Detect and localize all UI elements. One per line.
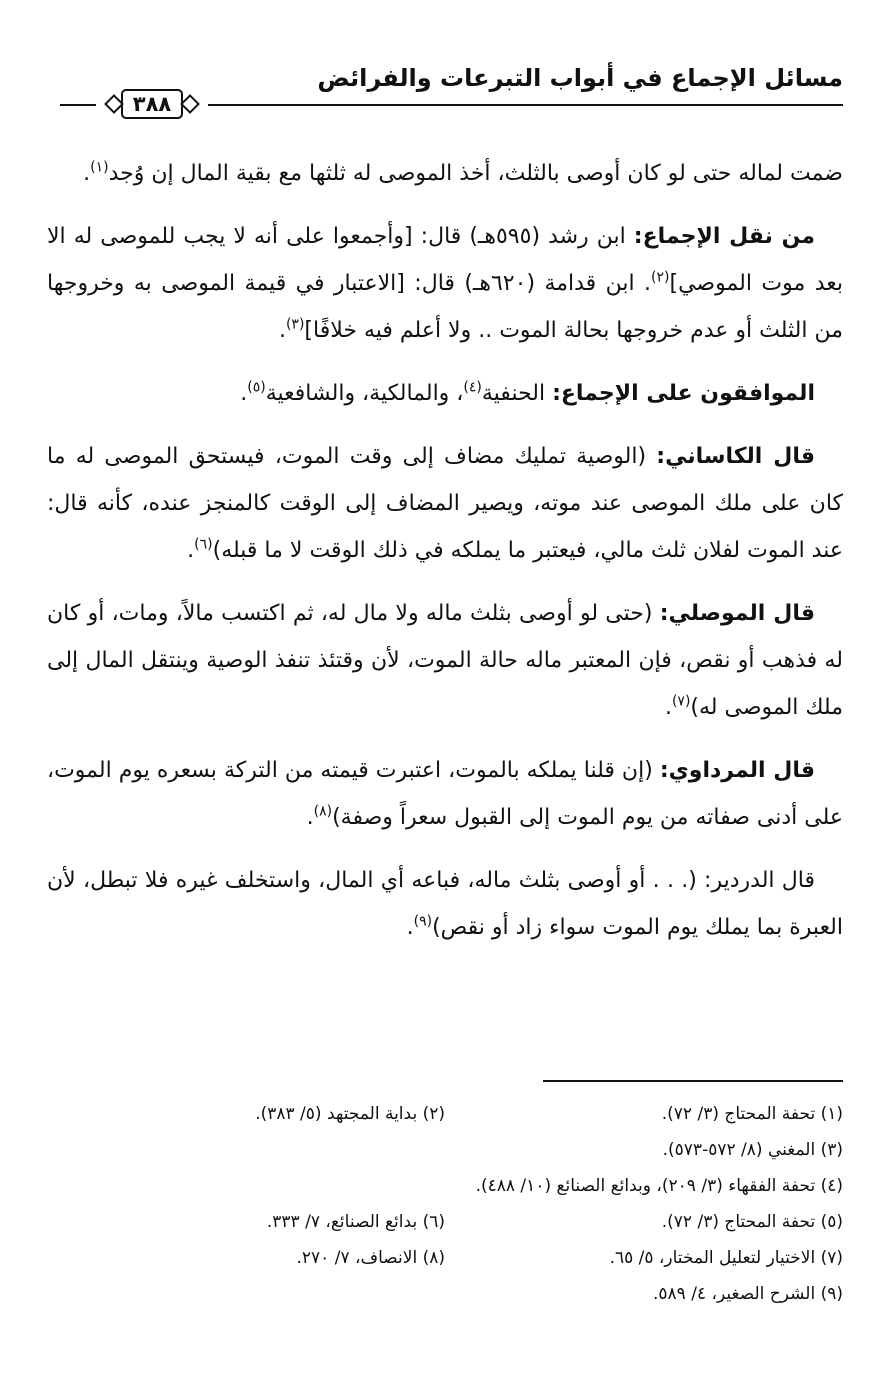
paragraph-lead: قال المرداوي:: [659, 758, 815, 783]
footnote: (٩) الشرح الصغير، ٤/ ٥٨٩.: [653, 1284, 843, 1304]
paragraph-lead: الموافقون على الإجماع:: [552, 381, 815, 406]
footnote: (٧) الاختيار لتعليل المختار، ٥/ ٦٥.: [609, 1248, 843, 1268]
paragraph: [47, 213, 843, 354]
paragraph-tail: .: [240, 381, 248, 406]
paragraph: [47, 433, 843, 574]
footnote-row: [47, 1168, 843, 1204]
paragraph-tail: .: [306, 805, 314, 830]
paragraph: [47, 150, 843, 197]
page-number-frame: [121, 89, 183, 119]
paragraph-text: (حتى لو أوصى بثلث ماله ولا مال له، ثم اكتسب مالاً، ومات، أو كان له فذهب أو نقص، فإن المعتبر ماله حالة الموت، لأن وقتئذ تنفذ الوصية وينتقل المال إلى ملك الموصى له): [47, 601, 843, 720]
page-number-ornament: [96, 88, 208, 120]
paragraph-text: ، والمالكية، والشافعية: [265, 381, 464, 406]
paragraph-text: ابن رشد (٥٩٥هـ) قال: [وأجمعوا على أنه لا يجب للموصى له الا بعد موت الموصي]: [47, 224, 843, 296]
paragraph-lead: من نقل الإجماع:: [633, 224, 815, 249]
paragraph-text: (إن قلنا يملكه بالموت، اعتبرت قيمته من التركة بسعره يوم الموت، على أدنى صفاته من يوم الموت إلى القبول سعراً وصفة): [47, 758, 843, 830]
footnote-row: [47, 1204, 843, 1240]
footnote-row: [47, 1096, 843, 1132]
footnote: (١) تحفة المحتاج (٣/ ٧٢).: [661, 1104, 843, 1124]
paragraph-lead: قال الموصلي:: [659, 601, 815, 626]
paragraph: [47, 370, 843, 417]
paragraph-text: ضمت لماله حتى لو كان أوصى بالثلث، أخذ الموصى له ثلثها مع بقية المال إن وُجد: [108, 161, 843, 186]
footnote: (٨) الانصاف، ٧/ ٢٧٠.: [296, 1248, 445, 1268]
footnote-row: [47, 1276, 843, 1312]
footnote-rule: [543, 1080, 843, 1082]
footnote-ref: (٥): [247, 379, 266, 396]
paragraph: [47, 747, 843, 841]
footnote-ref: (٩): [413, 913, 433, 930]
footnote-ref: (٣): [285, 316, 305, 333]
paragraph-tail: .: [406, 915, 414, 940]
footnote: (٢) بداية المجتهد (٥/ ٣٨٣).: [255, 1104, 445, 1124]
paragraph-tail: .: [278, 318, 286, 343]
paragraph-tail: .: [83, 161, 91, 186]
paragraph-text: (الوصية تمليك مضاف إلى وقت الموت، فيستحق الموصى له ما كان على ملك الموصى عند موته، ويصير المضاف إلى الوقت كالمنجز عنده، كأنه قال: عند الموت لفلان ثلث مالي، فيعتبر ما يملكه في ذلك الوقت لا ما قبله): [47, 444, 843, 563]
body-text: [47, 150, 843, 967]
footnote-ref: (١): [90, 159, 109, 176]
paragraph-text: قال الدردير: (. . . أو أوصى بثلث ماله، فباعه أي المال، واستخلف غيره فلا تبطل، لأن العبرة بما يملك يوم الموت سواء زاد أو نقص): [47, 868, 843, 940]
paragraph-tail: .: [187, 538, 195, 563]
footnote-ref: (٢): [651, 269, 670, 286]
footnote-ref: (٧): [671, 693, 691, 710]
page-number: ٣٨٨: [132, 92, 172, 116]
paragraph: [47, 857, 843, 951]
running-title: مسائل الإجماع في أبواب التبرعات والفرائض: [317, 64, 843, 92]
footnote-ref: (٨): [313, 803, 333, 820]
footnote-row: [47, 1240, 843, 1276]
footnotes: [47, 1096, 843, 1312]
footnote-row: [47, 1132, 843, 1168]
paragraph-tail: .: [664, 695, 672, 720]
paragraph: [47, 590, 843, 731]
footnote: (٥) تحفة المحتاج (٣/ ٧٢).: [661, 1212, 843, 1232]
footnote: (٦) بدائع الصنائع، ٧/ ٣٣٣.: [266, 1212, 445, 1232]
paragraph-text: الحنفية: [481, 381, 553, 406]
footnote: (٤) تحفة الفقهاء (٣/ ٢٠٩)، وبدائع الصنائع (١٠/ ٤٨٨).: [475, 1176, 843, 1196]
paragraph-lead: قال الكاساني:: [656, 444, 815, 469]
footnote: (٣) المغني (٨/ ٥٧٢-٥٧٣).: [662, 1140, 843, 1160]
footnote-ref: (٦): [194, 536, 213, 553]
footnote-ref: (٤): [463, 379, 482, 396]
paragraph-text: . ابن قدامة (٦٢٠هـ) قال: [الاعتبار في قيمة الموصى به وخروجها من الثلث أو عدم خروجها بحالة الموت .. ولا أعلم فيه خلافًا]: [47, 271, 843, 343]
